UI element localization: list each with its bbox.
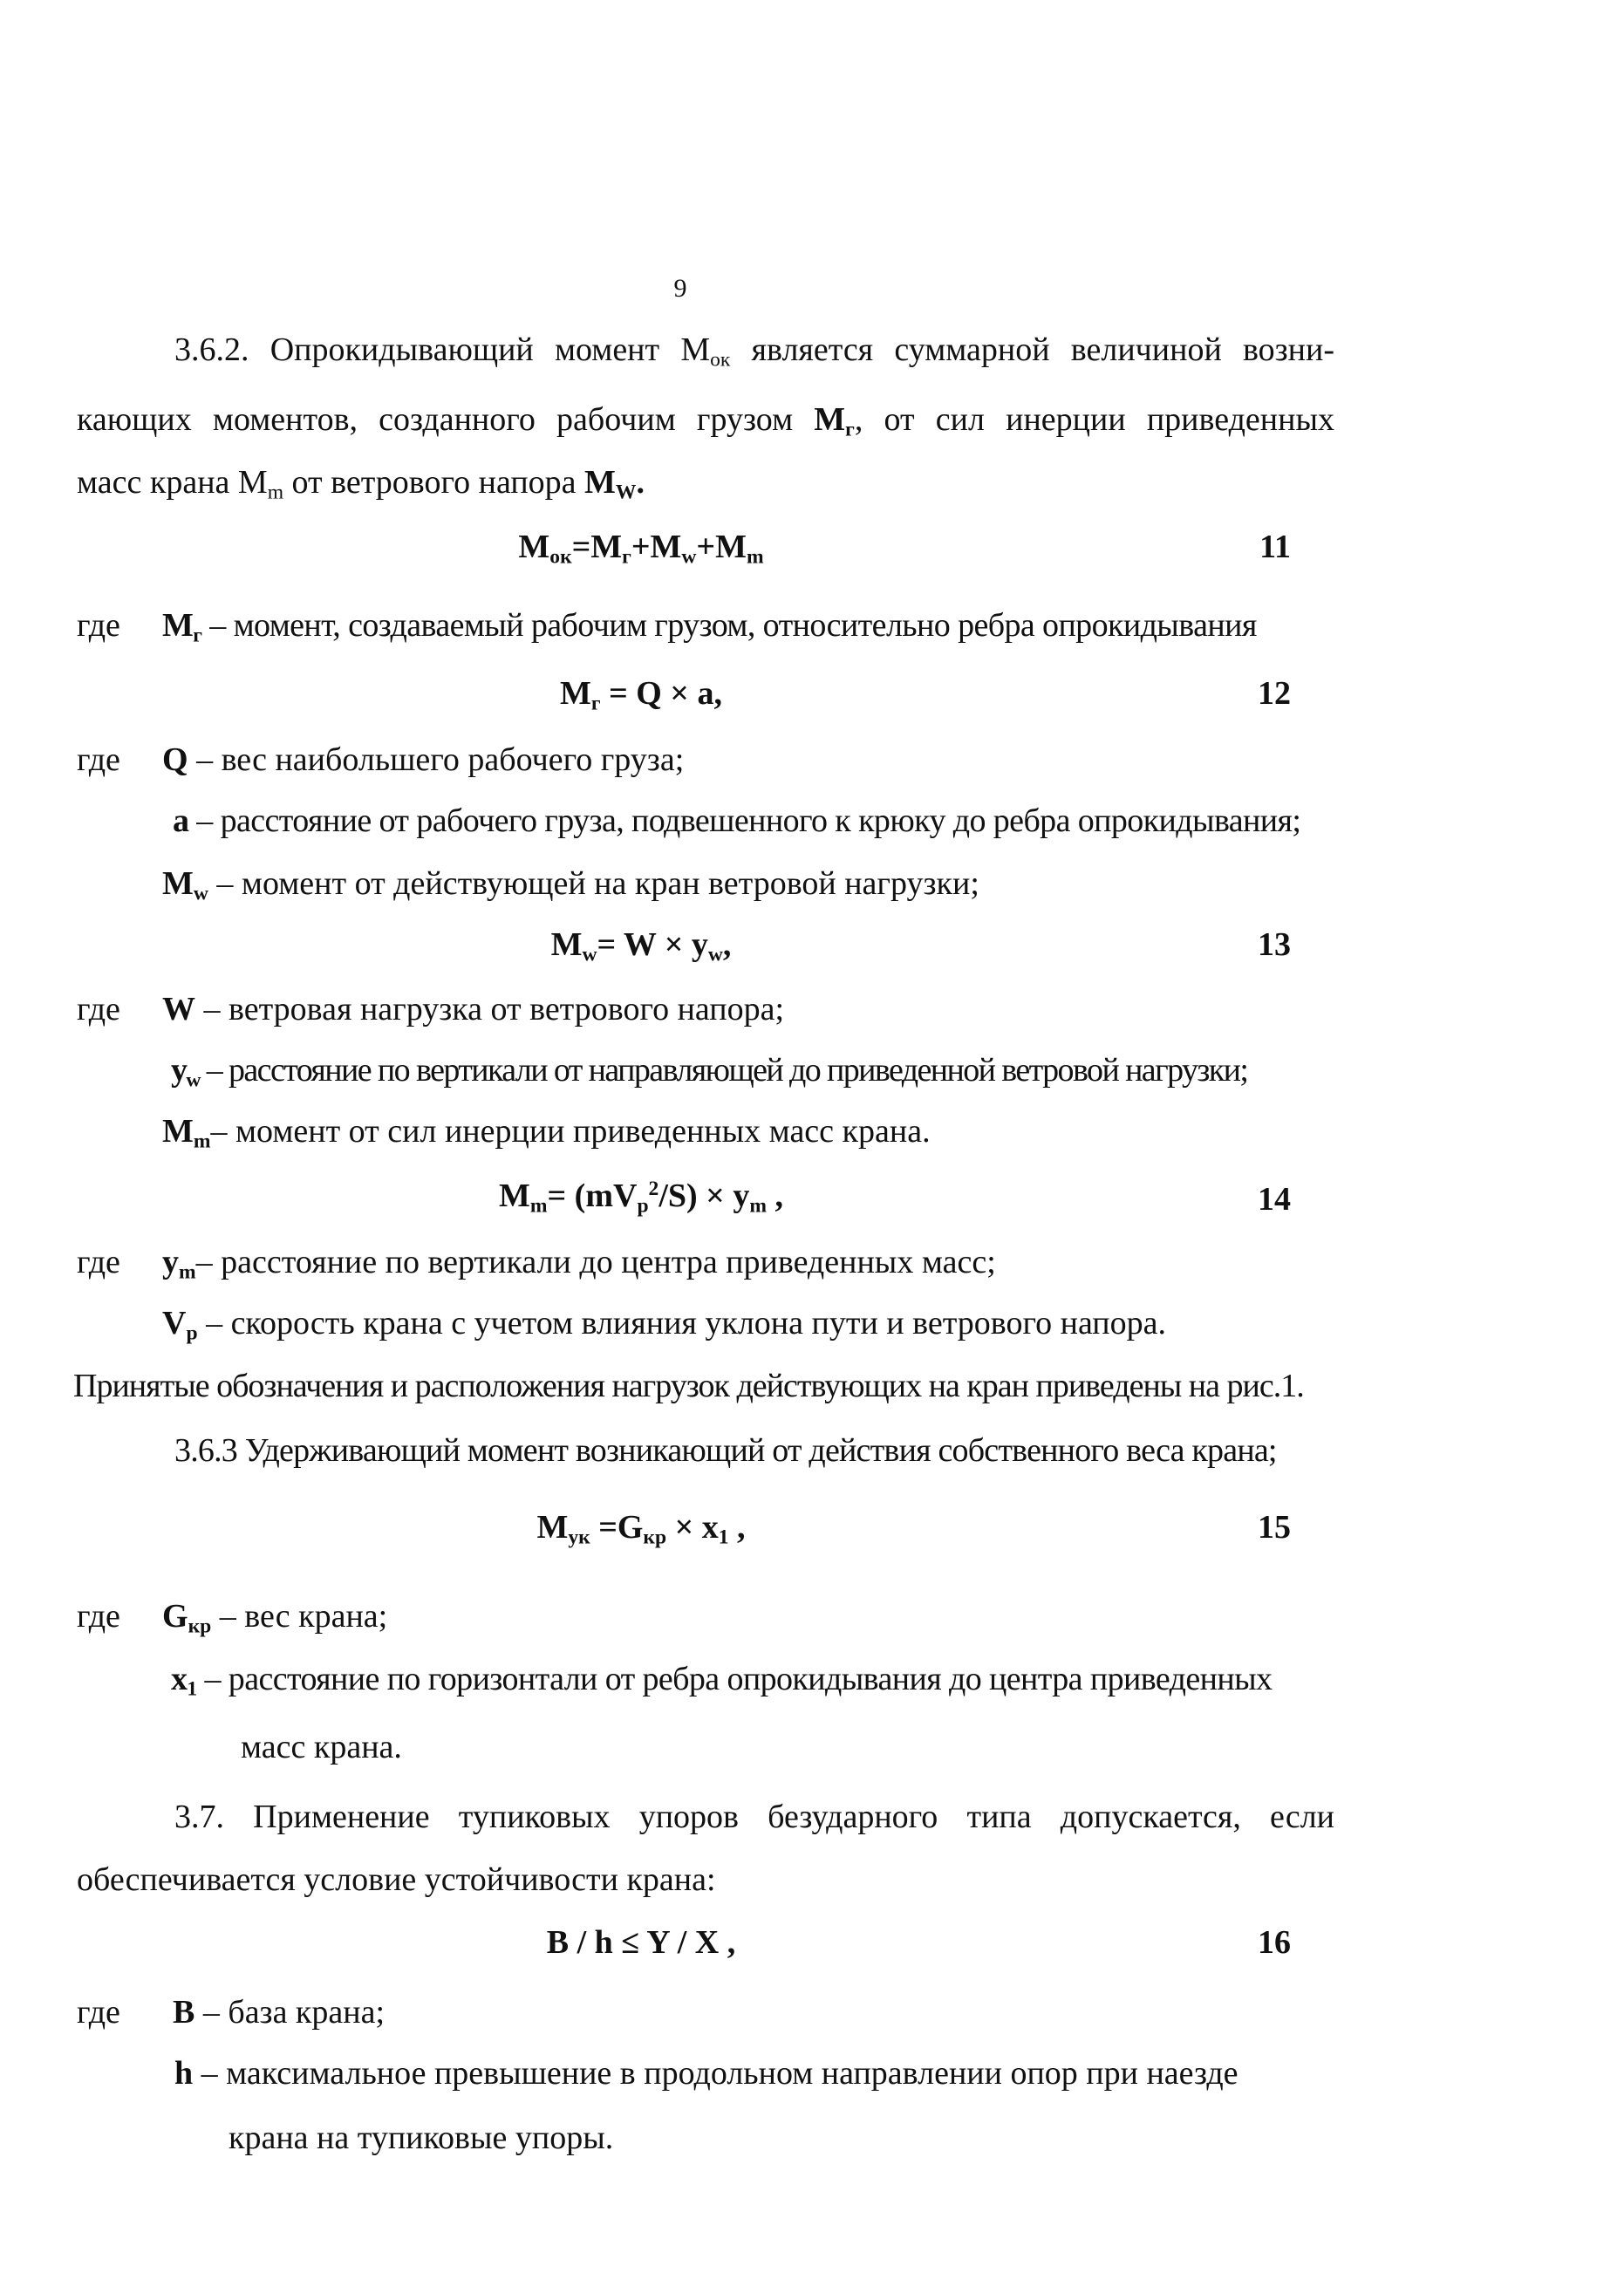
definition-h-continuation: крана на тупиковые упоры. xyxy=(229,2120,614,2156)
equation-13: $M_w= W \times y_w$, xyxy=(550,926,732,966)
paragraph-37-line-2: обеспечивается условие устойчивости крана: xyxy=(77,1861,716,1898)
page-number: 9 xyxy=(673,274,687,303)
equation-number-16: 16 xyxy=(1258,1924,1291,1961)
definition-x1: $x_1$ – расстояние по горизонтали от ребра опрокидывания до центра приведенных xyxy=(171,1661,1273,1701)
equation-number-14: 14 xyxy=(1258,1181,1291,1218)
where-label: где xyxy=(77,1994,120,2031)
equation-11: $M_{ок}=M_г+M_w+M_m$ xyxy=(518,529,764,569)
equation-12: $M_г = Q \times a$, xyxy=(560,675,722,715)
definition-a: a – расстояние от рабочего груза, подвешенного к крюку до ребра опрокидывания; xyxy=(173,802,1301,839)
definition-w: W – ветровая нагрузка от ветрового напора; xyxy=(162,991,785,1027)
paragraph-362-line-3: масс крана $M_m$ от ветрового напора $M_W$. xyxy=(77,464,645,504)
definition-mm: $M_m-$ момент от сил инерции приведенных масс крана. xyxy=(162,1113,931,1153)
definition-q: Q – вес наибольшего рабочего груза; xyxy=(162,741,685,778)
definition-mw: $M_w$ – момент от действующей на кран ветровой нагрузки; xyxy=(162,865,979,905)
equation-number-12: 12 xyxy=(1258,675,1291,712)
where-label: где xyxy=(77,741,120,778)
paragraph-362-line-2: кающих моментов, созданного рабочим грузом $M_г$, от сил инерции приведенных xyxy=(77,401,1335,441)
definition-yw: $y_w$ – расстояние по вертикали от направляющей до приведенной ветровой нагрузки; xyxy=(171,1052,1248,1092)
where-label: где xyxy=(77,991,120,1027)
definition-vp: $V_p$ – скорость крана с учетом влияния уклона пути и ветрового напора. xyxy=(162,1305,1167,1345)
equation-number-15: 15 xyxy=(1258,1509,1291,1546)
paragraph-363: 3.6.3 Удерживающий момент возникающий от действия собственного веса крана; xyxy=(174,1432,1277,1469)
equation-number-11: 11 xyxy=(1259,529,1291,565)
definition-gkr: $G_{кр}$ – вес крана; xyxy=(162,1598,388,1638)
equation-15: $M_{ук} =G_{кр} \times x_1$ , xyxy=(536,1509,746,1549)
figure-reference-note: Принятые обозначения и расположения нагрузок действующих на кран приведены на рис.1. xyxy=(73,1368,1304,1404)
definition-mg: $M_г$ – момент, создаваемый рабочим грузом, относительно ребра опрокидывания xyxy=(162,607,1257,647)
definition-x1-continuation: масс крана. xyxy=(241,1729,402,1765)
paragraph-37-line-1: 3.7. Применение тупиковых упоров безударного типа допускается, если xyxy=(174,1799,1334,1835)
definition-h: h – максимальное превышение в продольном направлении опор при наезде xyxy=(174,2055,1238,2092)
equation-number-13: 13 xyxy=(1258,926,1291,963)
definition-ym: $y_m-$ расстояние по вертикали до центра приведенных масс; xyxy=(162,1244,996,1284)
where-label: где xyxy=(77,1244,120,1280)
where-label: где xyxy=(77,607,120,644)
definition-b: B – база крана; xyxy=(173,1994,386,2031)
equation-14: $M_m= (mV_p^2/S) \times y_m$ , xyxy=(499,1178,783,1218)
equation-16: B / h ≤ Y / X , xyxy=(546,1924,736,1961)
paragraph-362-line-1: 3.6.2. Опрокидывающий момент $M_{ок}$ является суммарной величиной возни- xyxy=(174,331,1334,372)
where-label: где xyxy=(77,1598,120,1635)
